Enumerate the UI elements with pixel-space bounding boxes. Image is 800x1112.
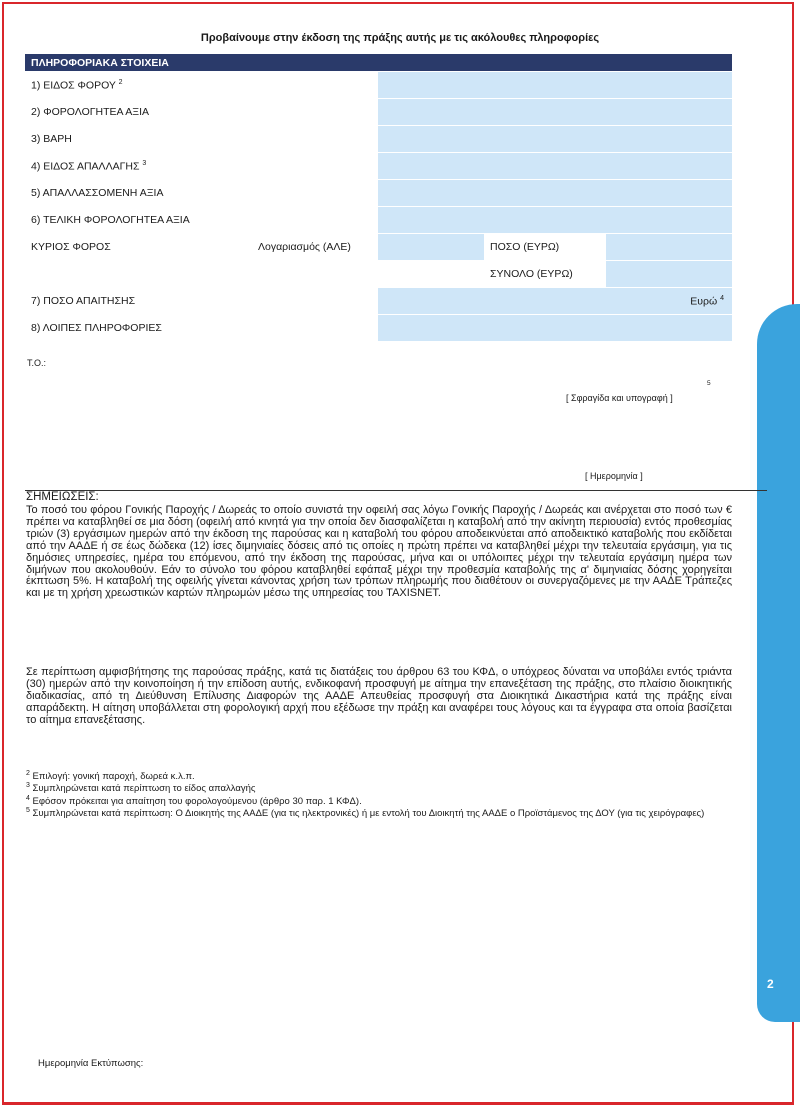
amount-field[interactable] — [606, 234, 732, 261]
info-table-header: ΠΛΗΡΟΦΟΡΙΑΚΑ ΣΤΟΙΧΕΙΑ — [25, 54, 732, 72]
exemption-type-field[interactable] — [378, 153, 732, 180]
form-heading: Προβαίνουμε στην έκδοση της πράξης αυτής με τις ακόλουθες πληροφορίες — [200, 32, 600, 44]
table-row — [25, 126, 732, 153]
bottom-border-line — [2, 1102, 794, 1105]
exempt-value-field[interactable] — [378, 180, 732, 207]
signature-label: [ Σφραγίδα και υπογραφή ] — [566, 393, 673, 403]
table-row — [25, 153, 732, 180]
charges-field[interactable] — [378, 126, 732, 153]
main-tax-label: ΚΥΡΙΟΣ ΦΟΡΟΣ — [25, 234, 252, 261]
charges-label: 3) ΒΑΡΗ — [25, 126, 378, 153]
side-tab — [757, 304, 800, 1022]
notes-paragraph-1: Το ποσό του φόρου Γονικής Παροχής / Δωρεάς το οποίο συνιστά την οφειλή σας λόγω Γονικής Παροχής / Δωρεάς και ανέρχεται στο ποσό των € πρέπει να καταβληθεί σε μια δόση (οφειλή από κινητά για την οποία δεν διασφαλίζεται η καταβολή από την ακίνητη περιουσία) εντός προθεσμίας τριών (3) εργάσιμων ημερών από την έκδοση της παρούσας και η καταβολή του φόρου αποδεικνύεται από αποδεικτικό καταβολής που εκδίδεται από την ΑΑΔΕ ή σε έως δώδεκα (12) ίσες διμηνιαίες δόσεις από τις οποίες η πρώτη πρέπει να καταβληθεί μέχρι την τελευταία εργάσιμη, για τις δημόσιες υπηρεσίες, ημέρα του επόμενου, από την έκδοση της παρούσας, μήνα και οι υπόλοιπες μέχρι την τελευταία εργάσιμη ημέρα των διμήνων που ακολουθούν. Εάν το σύνολο του φόρου καταβληθεί εφάπαξ μέχρι την προθεσμία καταβολής της α' διμηνιαίας δόσης χορηγείται έκπτωση 5%. Η καταβολή της οφειλής γίνεται κάνοντας χρήση των τρόπων πληρωμής που διαθέτουν οι συνεργαζόμενες με την ΑΑΔΕ Τράπεζες και με τη χρήση χρεωστικών καρτών πληρωμών μέσω της υπηρεσίας του TAXISNET. — [26, 504, 732, 600]
table-row — [25, 315, 732, 342]
other-info-label: 8) ΛΟΙΠΕΣ ΠΛΗΡΟΦΟΡΙΕΣ — [25, 315, 378, 342]
table-row — [25, 234, 732, 261]
footnote-4: $^4$ Εφόσον πρόκειται για απαίτηση του φορολογούμενου (άρθρο 30 παρ. 1 ΚΦΔ). — [26, 795, 362, 808]
tax-type-field[interactable] — [378, 72, 732, 99]
account-label: Λογαριασμός (ΑΛΕ) — [252, 234, 378, 261]
print-date-label: Ημερομηνία Εκτύπωσης: — [38, 1058, 144, 1069]
footnote-2: $^2$ Επιλογή: γονική παροχή, δωρεά κ.λ.π. — [26, 770, 195, 783]
table-row — [25, 72, 732, 99]
tax-office-label: Τ.Ο.: — [27, 358, 47, 368]
exempt-value-label: 5) ΑΠΑΛΛΑΣΣΟΜΕΝΗ ΑΞΙΑ — [25, 180, 378, 207]
table-row — [25, 288, 732, 315]
account-field[interactable] — [378, 234, 484, 261]
amount-label: ΠΟΣΟ (ΕΥΡΩ) — [484, 234, 606, 261]
footnote-3: $^3$ Συμπληρώνεται κατά περίπτωση το είδος απαλλαγής — [26, 782, 256, 795]
table-row — [25, 261, 732, 288]
notes-divider — [25, 490, 767, 491]
table-row — [25, 99, 732, 126]
info-table — [25, 54, 732, 342]
final-taxable-value-field[interactable] — [378, 207, 732, 234]
exemption-type-label: 4) ΕΙΔΟΣ ΑΠΑΛΛΑΓΗΣ $^3$ — [25, 153, 378, 180]
total-label: ΣΥΝΟΛΟ (ΕΥΡΩ) — [484, 261, 606, 288]
taxable-value-label: 2) ΦΟΡΟΛΟΓΗΤΕΑ ΑΞΙΑ — [25, 99, 378, 126]
taxable-value-field[interactable] — [378, 99, 732, 126]
page-number: 2 — [767, 977, 774, 991]
date-label: [ Ημερομηνία ] — [585, 471, 643, 481]
other-info-field[interactable] — [378, 315, 732, 342]
euro-unit: Ευρώ — [690, 295, 718, 308]
tax-type-label: 1) ΕΙΔΟΣ ΦΟΡΟΥ $^2$ — [25, 72, 378, 99]
notes-title: ΣΗΜΕΙΩΣΕΙΣ: — [26, 491, 99, 503]
total-field[interactable] — [606, 261, 732, 288]
signature-footnote-ref: 5 — [707, 380, 711, 387]
table-row — [25, 207, 732, 234]
claim-amount-field[interactable]: Ευρώ $^4$ — [378, 288, 732, 315]
footnote-5: $^5$ Συμπληρώνεται κατά περίπτωση: Ο Διοικητής της ΑΑΔΕ (για τις ηλεκτρονικές) ή με εντολή του Διοικητή της ΑΑΔΕ ο Προϊστάμενος της ΔΟΥ (για τις χειρόγραφες) — [26, 807, 705, 820]
info-table-header-row — [25, 54, 732, 72]
claim-amount-label: 7) ΠΟΣΟ ΑΠΑΙΤΗΣΗΣ — [25, 288, 378, 315]
final-taxable-value-label: 6) ΤΕΛΙΚΗ ΦΟΡΟΛΟΓΗΤΕΑ ΑΞΙΑ — [25, 207, 378, 234]
table-row — [25, 180, 732, 207]
notes-paragraph-2: Σε περίπτωση αμφισβήτησης της παρούσας πράξης, κατά τις διατάξεις του άρθρου 63 του ΚΦΔ, ο υπόχρεος δύναται να υποβάλει εντός τριάντα (30) ημερών από την κοινοποίηση ή την επίδοση αυτής, ενδικοφανή προσφυγή με αίτημα την επανεξέταση της πράξης, στο πλαίσιο διοικητικής διαδικασίας, από τη Διεύθυνση Επίλυσης Διαφορών της ΑΑΔΕ Απευθείας προσφυγή στα Διοικητικά Δικαστήρια κατά της πράξης είναι απαράδεκτη. Η αίτηση υποβάλλεται στη φορολογική αρχή που εξέδωσε την πράξη και αναφέρει τους λόγους και τα έγγραφα στα οποία βασίζεται το αίτημα επανεξέτασης. — [26, 666, 732, 726]
